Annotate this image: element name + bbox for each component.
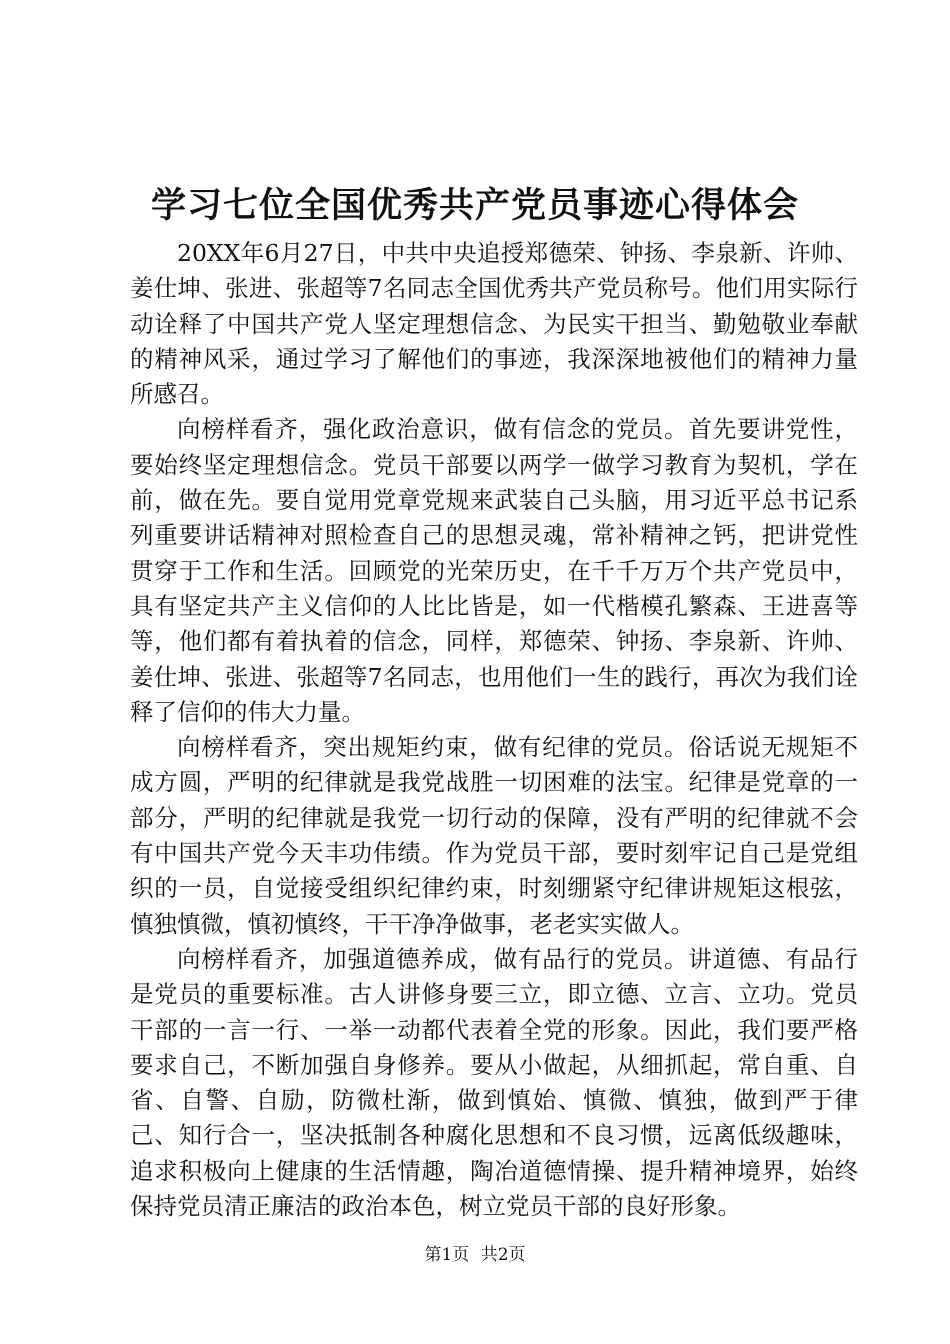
page-footer [0,1243,950,1267]
paragraph: 20XX年6月27日，中共中央追授郑德荣、钟扬、李泉新、许帅、姜仕坤、张进、张超等7名同志全国优秀共产党员称号。他们用实际行动诠释了中国共产党人坚定理想信念、为民实干担当、勤勉敬业奉献的精神风采，通过学习了解他们的事迹，我深深地被他们的精神力量所感召。 [130,239,858,409]
paragraph: 向榜样看齐，强化政治意识，做有信念的党员。首先要讲党性，要始终坚定理想信念。党员干部要以两学一做学习教育为契机，学在前，做在先。要自觉用党章党规来武装自己头脑，用习近平总书记系列重要讲话精神对照检查自己的思想灵魂，常补精神之钙，把讲党性贯穿于工作和生活。回顾党的光荣历史，在千千万万个共产党员中，具有坚定共产主义信仰的人比比皆是，如一代楷模孔繁森、王进喜等等，他们都有着执着的信念，同样，郑德荣、钟扬、李泉新、许帅、姜仕坤、张进、张超等7名同志，也用他们一生的践行，再次为我们诠释了信仰的伟大力量。 [130,415,858,726]
paragraph: 向榜样看齐，突出规矩约束，做有纪律的党员。俗话说无规矩不成方圆，严明的纪律就是我党战胜一切困难的法宝。纪律是党章的一部分，严明的纪律就是我党一切行动的保障，没有严明的纪律就不会有中国共产党今天丰功伟绩。作为党员干部，要时刻牢记自己是党组织的一员，自觉接受组织纪律约束，时刻绷紧守纪律讲规矩这根弦，慎独慎微，慎初慎终，干干净净做事，老老实实做人。 [130,733,858,938]
paragraph: 向榜样看齐，加强道德养成，做有品行的党员。讲道德、有品行是党员的重要标准。古人讲修身要三立，即立德、立言、立功。党员干部的一言一行、一举一动都代表着全党的形象。因此，我们要严格要求自己，不断加强自身修养。要从小做起，从细抓起，常自重、自省、自警、自励，防微杜渐，做到慎始、慎微、慎独，做到严于律己、知行合一，坚决抵制各种腐化思想和不良习惯，远离低级趣味，追求积极向上健康的生活情趣，陶冶道德情操、提升精神境界，始终保持党员清正廉洁的政治本色，树立党员干部的良好形象。 [130,944,858,1221]
page-total: 共2页 [480,1245,526,1265]
document-title: 学习七位全国优秀共产党员事迹心得体会 [150,185,799,226]
document-body [130,236,858,1224]
page-number: 第1页 [424,1245,470,1265]
